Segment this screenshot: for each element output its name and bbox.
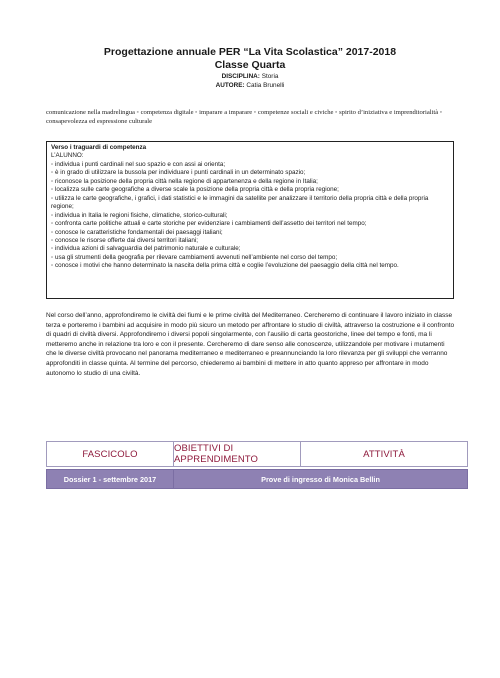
page-title: Progettazione annuale PER “La Vita Scolastica” 2017-2018 [103, 46, 397, 58]
goal-item: ◦ localizza sulle carte geografiche a diverse scale la posizione della propria città e della propria regione; [51, 186, 339, 194]
author-label: AUTORE: [215, 82, 245, 89]
discipline-label: DISCIPLINA: [221, 73, 260, 80]
competences-list: comunicazione nella madrelingua ◦ competenza digitale ◦ imparare a imparare ◦ competenze sociali e civiche ◦ spirito d’iniziativa e imprenditorialità ◦ consapevolezza ed espressione culturale [46, 109, 443, 125]
goal-item: ◦ conosce i motivi che hanno determinato la nascita della prima città e coglie l’evoluzione del paesaggio della città nel tempo. [51, 262, 399, 270]
goal-item: ◦ riconosce la posizione della propria città nella regione di appartenenza e della regione in Italia; [51, 177, 318, 185]
discipline-value: Storia [261, 73, 279, 80]
author-value: Catia Brunelli [246, 82, 285, 89]
goal-item: ◦ è in grado di utilizzare la bussola per individuare i punti cardinali in un determinato spazio; [51, 169, 306, 177]
title-block [0, 46, 500, 90]
header-fascicolo: FASCICOLO [47, 442, 174, 466]
activity-cell: Prove di ingresso di Monica Bellin [174, 469, 468, 489]
goal-item: ◦ confronta carte politiche attuali e carte storiche per evidenziare i cambiamenti dell’assetto dei territori nel tempo; [51, 220, 367, 228]
goal-item: ◦ conosce le caratteristiche fondamentali dei paesaggi italiani; [51, 228, 223, 236]
goal-item: ◦ individua i punti cardinali nel suo spazio e con assi ai orienta; [51, 160, 226, 168]
header-obiettivi: OBIETTIVI DI APPRENDIMENTO [174, 442, 301, 466]
discipline-line [0, 72, 500, 81]
goal-item: ◦ individua azioni di salvaguardia del patrimonio naturale e culturale; [51, 245, 241, 253]
goals-box [46, 141, 454, 299]
header-attivita: ATTIVITÀ [363, 448, 405, 460]
plan-table [46, 441, 468, 489]
dossier-cell: Dossier 1 - settembre 2017 [46, 469, 174, 489]
goal-item: ◦ usa gli strumenti della geografia per rilevare cambiamenti avvenuti nell’ambiente nel corso del tempo; [51, 253, 338, 261]
goal-item: ◦ individua in Italia le regioni fisiche, climatiche, storico-culturali; [51, 211, 228, 219]
goal-item: ◦ conosce le risorse offerte dai diversi territori italiani; [51, 236, 199, 244]
page-subtitle: Classe Quarta [214, 59, 286, 71]
table-row [46, 469, 468, 489]
author-line [0, 81, 500, 90]
table-header [46, 441, 468, 467]
goals-box-intro: L’ALUNNO: [51, 152, 84, 160]
goal-item: ◦ utilizza le carte geografiche, i grafici, i dati statistici e le immagini da satellite per analizzare il territorio della propria città e della propria regione; [51, 194, 429, 211]
goals-box-title: Verso i traguardi di competenza [51, 144, 147, 151]
intro-paragraph: Nel corso dell’anno, approfondiremo le civiltà dei fiumi e le prime civiltà del Mediterraneo. Cercheremo di continuare il lavoro iniziato in classe terza e porteremo i bambini ad acquisire in modo più sicuro un metodo per affrontare lo studio di civiltà, attraverso la costruzione e il confronto di quadri di civiltà diversi. Approfondiremo i diversi popoli singolarmente, con l’ausilio di carta geostoriche, linee del tempo e fonti, ma li metteremo anche in relazione tra loro e con il presente. Cercheremo di dare senso alle conoscenze, utilizzandole per motivare i mutamenti che le diverse civiltà provocano nel panorama mediterraneo e mediterraneo e preannunciando la loro rilevanza per gli sviluppi che verranno approfonditi in classe quinta. Al termine del percorso, chiederemo ai bambini di mettere in atto quanto appreso per affrontare in modo autonomo lo studio di una civiltà. [46, 312, 455, 377]
